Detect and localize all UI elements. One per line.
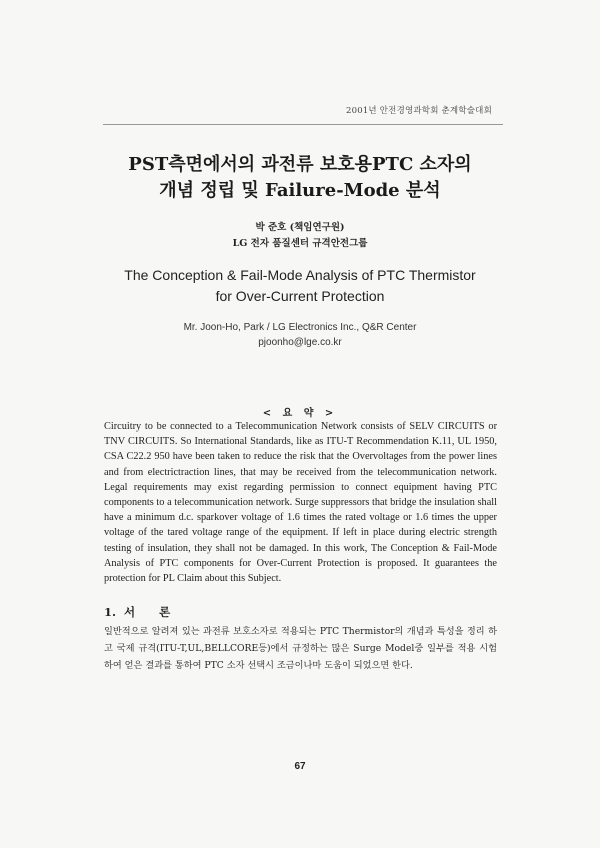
korean-author-affiliation: LG 전자 품질센터 규격안전그룹 — [232, 238, 368, 249]
header-divider — [103, 124, 503, 125]
english-author-block — [0, 320, 600, 350]
korean-author-name: 박 준호 (책임연구원) — [255, 222, 345, 233]
english-title-line-2: for Over-Current Protection — [215, 288, 385, 304]
section-1-title: 서 론 — [124, 605, 181, 619]
korean-title-line-1: PST측면에서의 과전류 보호용PTC 소자의 — [128, 154, 472, 175]
korean-title-line-2: 개념 정립 및 Failure-Mode 분석 — [159, 180, 441, 201]
section-1-number: 1. — [104, 605, 117, 619]
english-title — [0, 265, 600, 307]
author-email: pjoonho@lge.co.kr — [258, 337, 342, 348]
abstract-text: Circuitry to be connected to a Telecommunication Network consists of SELV CIRCUITS or TNV CIRCUITS. So International Standards, like as ITU-T Recommendation K.11, UL 1950, CSA C22.2 950 have been taken to reduce the risk that the Overvoltages from the power lines and from electrictraction lines, that may be received from the telecommunication network. Legal requirements may exist regarding permission to connect equipment having PTC components to a telecommunication network. Surge suppressors that bridge the insulation shall have a minimum d.c. sparkover voltage of 1.6 times the rated voltage or 1.6 times the upper voltage of the tared voltage range of the equipment. If left in place during electric strength testing of insulation, they shall not be damaged. In this work, The Conception & Fail-Mode Analysis of PTC components for Over-Current Protection is proposed. It guarantees the protection for PL Claim about this Subject. — [104, 421, 497, 585]
section-1-text: 일반적으로 알려져 있는 과전류 보호소자로 적용되는 PTC Thermistor의 개념과 특성을 정리 하고 국제 규격(ITU-T,UL,BELLCORE등)에서 규정하는 많은 Surge Model중 일부를 적용 시험하여 얻은 결과를 통하여 PTC 소자 선택시 조금이나마 도움이 되었으면 한다. — [104, 626, 497, 671]
section-1-heading — [104, 604, 180, 620]
english-title-line-1: The Conception & Fail-Mode Analysis of PTC Thermistor — [124, 267, 476, 283]
korean-author-block — [0, 220, 600, 252]
abstract-heading: < 요 약 > — [262, 408, 338, 419]
conference-header: 2001년 안전경영과학회 춘계학술대회 — [346, 106, 492, 116]
english-author-name: Mr. Joon-Ho, Park / LG Electronics Inc., Q&R Center — [183, 322, 417, 333]
korean-title — [0, 152, 600, 204]
page-number: 67 — [294, 761, 306, 772]
